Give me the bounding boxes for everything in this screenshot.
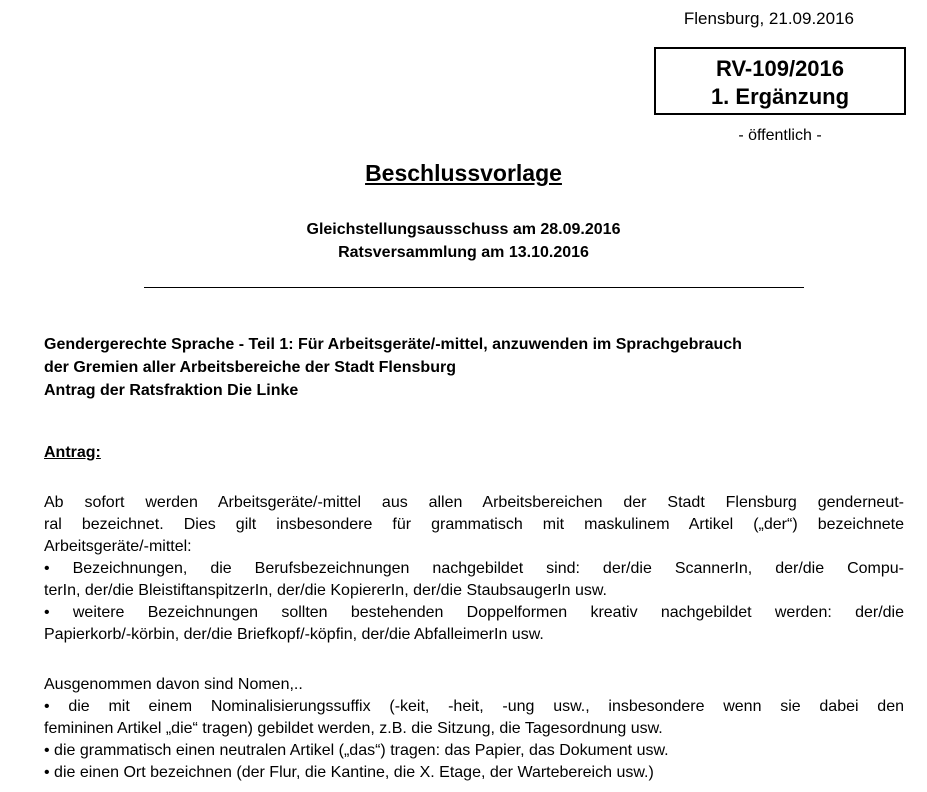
text-line: Ab sofort werden Arbeitsgeräte/-mittel aus allen Arbeitsbereichen der Stadt Flensburg genderneut-: [44, 494, 904, 511]
text-line: Arbeitsgeräte/-mittel:: [44, 538, 192, 555]
reference-box: [654, 47, 906, 115]
bullet-line: • Bezeichnungen, die Berufsbezeichnungen nachgebildet sind: der/die ScannerIn, der/die Compu-: [44, 560, 904, 577]
text-line: ral bezeichnet. Dies gilt insbesondere für grammatisch mit maskulinem Artikel („der“) bezeichnete: [44, 516, 904, 533]
bullet-line: • weitere Bezeichnungen sollten bestehenden Doppelformen kreativ nachgebildet werden: der/die: [44, 604, 904, 621]
subject-block: [44, 333, 904, 402]
place-date: Flensburg, 21.09.2016: [683, 9, 854, 28]
antrag-heading: Antrag:: [44, 444, 101, 461]
meeting-dates: [0, 218, 927, 264]
supplement-label: 1. Ergänzung: [710, 84, 850, 109]
separator-line: [144, 287, 804, 288]
bullet-line: • die grammatisch einen neutralen Artikel („das“) tragen: das Papier, das Dokument usw.: [44, 742, 669, 759]
document-title: Beschlussvorlage: [365, 160, 562, 186]
text-line: terIn, der/die BleistiftanspitzerIn, der/die KopiererIn, der/die StaubsaugerIn usw.: [44, 582, 607, 599]
subject-line: Gendergerechte Sprache - Teil 1: Für Arbeitsgeräte/-mittel, anzuwenden im Sprachgebrauch: [44, 336, 742, 353]
reference-number: RV-109/2016: [715, 56, 845, 81]
visibility-note: - öffentlich -: [738, 127, 822, 144]
antrag-paragraph-2: [44, 674, 904, 784]
text-line: Papierkorb/-körbin, der/die Briefkopf/-köpfin, der/die AbfalleimerIn usw.: [44, 626, 544, 643]
bullet-line: • die mit einem Nominalisierungssuffix (-keit, -heit, -ung usw., insbesondere wenn sie dabei den: [44, 698, 904, 715]
subject-line: der Gremien aller Arbeitsbereiche der Stadt Flensburg: [44, 359, 456, 376]
bullet-line: • die einen Ort bezeichnen (der Flur, die Kantine, die X. Etage, der Wartebereich usw.): [44, 764, 654, 781]
meeting-line: Ratsversammlung am 13.10.2016: [338, 244, 589, 261]
meeting-line: Gleichstellungsausschuss am 28.09.2016: [306, 221, 621, 238]
text-line: femininen Artikel „die“ tragen) gebildet werden, z.B. die Sitzung, die Tagesordnung usw.: [44, 720, 663, 737]
text-line: Ausgenommen davon sind Nomen,..: [44, 676, 303, 693]
subject-line: Antrag der Ratsfraktion Die Linke: [44, 382, 299, 399]
antrag-paragraph-1: [44, 492, 904, 646]
